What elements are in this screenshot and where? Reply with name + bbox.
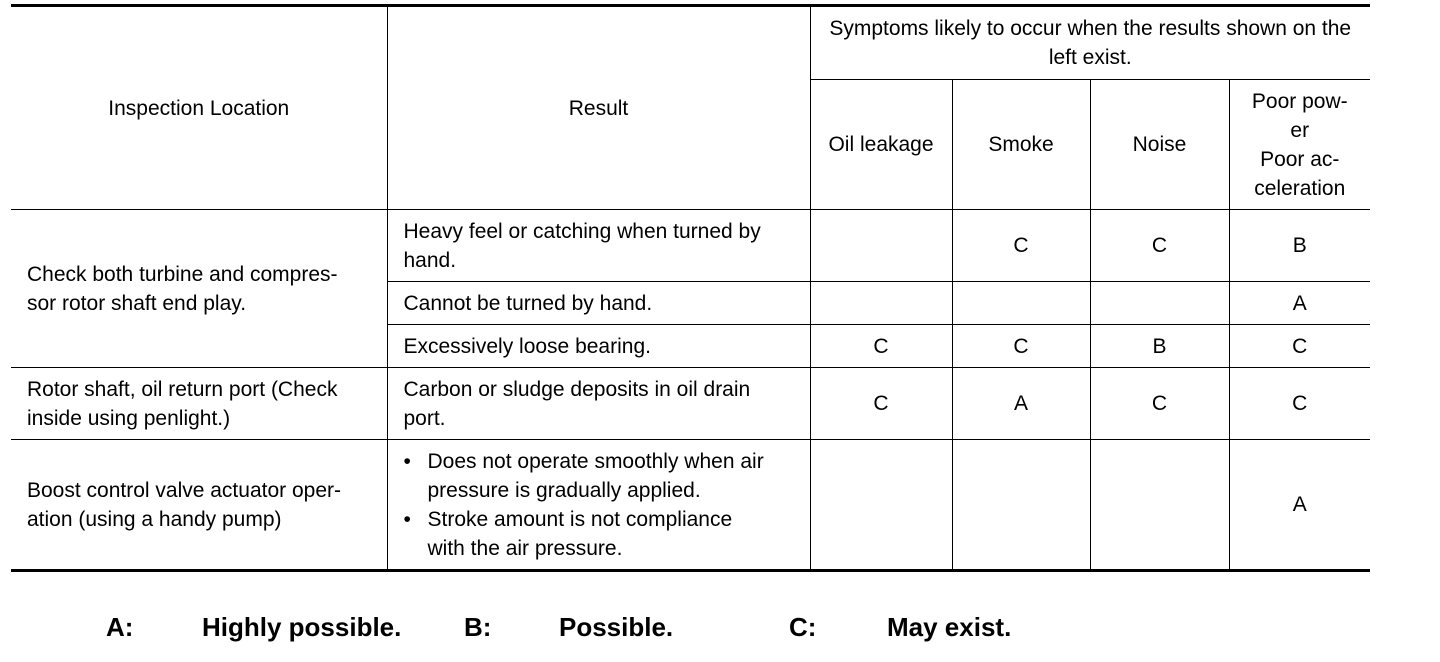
- value-cell: C: [1229, 368, 1370, 440]
- value-cell: A: [1229, 440, 1370, 571]
- header-result: Result: [387, 6, 810, 210]
- legend-key-b: B:: [464, 612, 492, 642]
- location-cell: Rotor shaft, oil return port (Check inside using penlight.): [11, 368, 387, 440]
- table-row: [11, 368, 1370, 440]
- legend-text-c: May exist.: [887, 612, 1012, 642]
- result-bullet-list: [404, 447, 794, 563]
- legend-text-b: Possible.: [559, 612, 674, 642]
- result-cell: Cannot be turned by hand.: [387, 282, 810, 325]
- header-poor-power-acceleration: Poor pow- er Poor ac- celeration: [1229, 80, 1370, 210]
- diagnosis-table: [11, 4, 1370, 572]
- value-cell: C: [810, 325, 952, 368]
- value-cell: C: [810, 368, 952, 440]
- value-cell: [810, 210, 952, 282]
- value-cell: [1090, 282, 1229, 325]
- value-cell: [810, 282, 952, 325]
- legend: [106, 612, 1011, 643]
- result-bullet: • Does not operate smoothly when air pressure is gradually applied.: [404, 447, 794, 505]
- value-cell: [810, 440, 952, 571]
- value-cell: C: [1090, 210, 1229, 282]
- legend-text-a: Highly possible.: [202, 612, 402, 642]
- value-cell: [952, 440, 1090, 571]
- legend-key-c: C:: [789, 612, 817, 642]
- value-cell: C: [952, 325, 1090, 368]
- value-cell: B: [1090, 325, 1229, 368]
- location-cell: Boost control valve actuator oper- ation (using a handy pump): [11, 440, 387, 571]
- header-oil-leakage: Oil leakage: [810, 80, 952, 210]
- header-smoke: Smoke: [952, 80, 1090, 210]
- header-symptoms-group: Symptoms likely to occur when the results shown on the left exist.: [810, 6, 1370, 80]
- location-cell: Check both turbine and compres- sor rotor shaft end play.: [11, 210, 387, 368]
- table-row: [11, 210, 1370, 282]
- value-cell: C: [1090, 368, 1229, 440]
- header-inspection-location: Inspection Location: [11, 6, 387, 210]
- value-cell: A: [1229, 282, 1370, 325]
- table-row: [11, 440, 1370, 571]
- value-cell: B: [1229, 210, 1370, 282]
- value-cell: C: [952, 210, 1090, 282]
- result-cell: Carbon or sludge deposits in oil drain port.: [387, 368, 810, 440]
- result-bullet: • Stroke amount is not compliance with the air pressure.: [404, 505, 794, 563]
- result-cell: Excessively loose bearing.: [387, 325, 810, 368]
- header-noise: Noise: [1090, 80, 1229, 210]
- value-cell: [952, 282, 1090, 325]
- value-cell: C: [1229, 325, 1370, 368]
- result-cell: [387, 440, 810, 571]
- result-cell: Heavy feel or catching when turned by hand.: [387, 210, 810, 282]
- value-cell: [1090, 440, 1229, 571]
- legend-key-a: A:: [106, 612, 134, 642]
- value-cell: A: [952, 368, 1090, 440]
